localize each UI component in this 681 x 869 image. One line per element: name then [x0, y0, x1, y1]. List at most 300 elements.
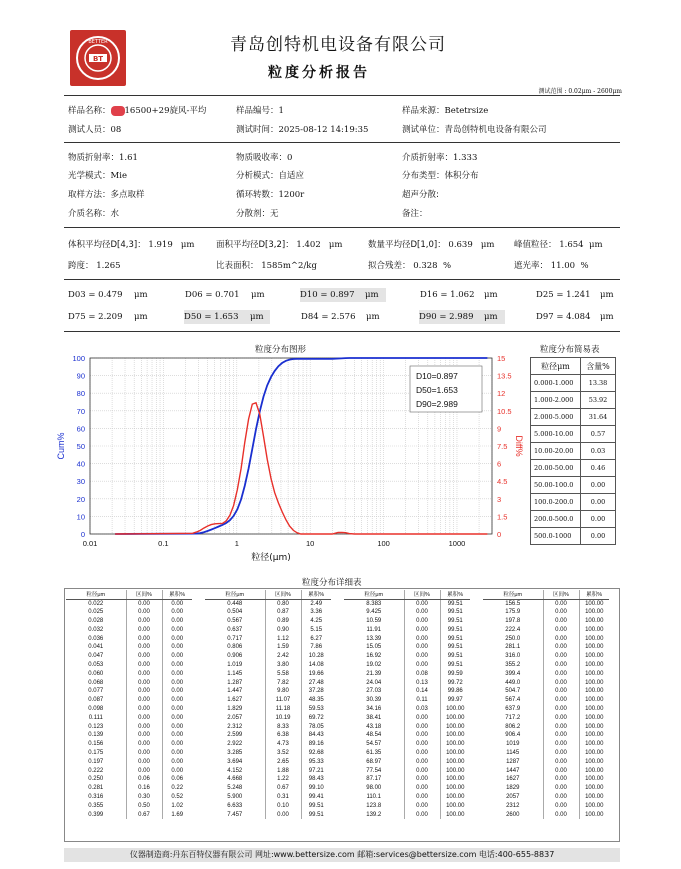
- detail-cell: 175.9: [505, 609, 521, 616]
- detail-cell: 5.900: [227, 794, 243, 801]
- detail-cell: 0.00: [162, 731, 192, 740]
- detail-cell: 1.145: [227, 670, 243, 677]
- detail-cell: 68.97: [366, 758, 382, 765]
- detail-cell: 0.00: [404, 617, 440, 626]
- detail-cell: 2.922: [227, 741, 243, 748]
- detail-cell: 77.54: [366, 767, 382, 774]
- detail-header: 累积%: [301, 590, 331, 599]
- size-range: 20.00-50.00: [531, 460, 581, 477]
- detail-cell: 0.00: [162, 670, 192, 679]
- detail-header: 粒径μm: [205, 590, 265, 599]
- detail-cell: 0.197: [88, 758, 104, 765]
- detail-cell: 806.2: [505, 723, 521, 730]
- detail-cell: 0.13: [404, 679, 440, 688]
- detail-cell: 0.00: [404, 714, 440, 723]
- detail-cell: 99.51: [440, 608, 470, 617]
- y-tick-label: 80: [76, 389, 85, 399]
- detail-cell: 1.12: [265, 635, 301, 644]
- detail-cell: 1.88: [265, 767, 301, 776]
- detail-cell: 100.00: [579, 617, 609, 626]
- detail-cell: 717.2: [505, 714, 521, 721]
- detail-cell: 0.637: [227, 626, 243, 633]
- content-pct: 0.00: [581, 494, 616, 511]
- table-row: [531, 494, 616, 511]
- table-row: [344, 767, 470, 776]
- size-range: 50.00-100.0: [531, 477, 581, 494]
- detail-table-title: 粒度分布详细表: [302, 578, 362, 588]
- detail-cell: 84.43: [301, 731, 331, 740]
- detail-cell: 0.00: [543, 793, 579, 802]
- table-row: [531, 409, 616, 426]
- table-row: [344, 608, 470, 617]
- y2-tick-label: 12: [497, 389, 506, 399]
- company-logo: [70, 30, 126, 86]
- detail-cell: 0.00: [126, 714, 162, 723]
- detail-cell: 0.053: [88, 662, 104, 669]
- detail-cell: 0.00: [162, 696, 192, 705]
- detail-cell: 0.00: [162, 687, 192, 696]
- detail-cell: 6.27: [301, 635, 331, 644]
- detail-cell: 156.5: [505, 600, 521, 607]
- detail-cell: 1287: [506, 758, 520, 765]
- detail-cell: 110.1: [366, 794, 382, 801]
- detail-cell: 4.25: [301, 617, 331, 626]
- table-row: [205, 705, 331, 714]
- detail-cell: 99.51: [440, 635, 470, 644]
- detail-cell: 0.00: [126, 661, 162, 670]
- detail-table-group: [344, 590, 470, 819]
- detail-cell: 355.2: [505, 662, 521, 669]
- size-range: 500.0-1000: [531, 528, 581, 545]
- detail-cell: 38.41: [366, 714, 382, 721]
- detail-cell: 0.00: [404, 643, 440, 652]
- detail-cell: 99.51: [440, 643, 470, 652]
- detail-cell: 14.08: [301, 661, 331, 670]
- detail-cell: 0.175: [88, 750, 104, 757]
- table-row: [344, 714, 470, 723]
- detail-cell: 10.28: [301, 652, 331, 661]
- detail-cell: 0.89: [265, 617, 301, 626]
- detail-cell: 0.00: [126, 749, 162, 758]
- table-row: [531, 460, 616, 477]
- detail-cell: 10.19: [265, 714, 301, 723]
- detail-cell: 449.0: [505, 679, 521, 686]
- simple-table-title: 粒度分布简易表: [540, 345, 600, 355]
- detail-cell: 0.00: [126, 652, 162, 661]
- detail-cell: 0.06: [126, 775, 162, 784]
- table-row: [344, 740, 470, 749]
- detail-cell: 0.30: [126, 793, 162, 802]
- detail-cell: 100.00: [579, 758, 609, 767]
- detail-cell: 100.00: [579, 661, 609, 670]
- table-row: [66, 758, 192, 767]
- detail-cell: 0.123: [88, 723, 104, 730]
- y2-tick-label: 15: [497, 354, 506, 363]
- detail-cell: 6.633: [227, 802, 243, 809]
- table-row: [66, 661, 192, 670]
- detail-cell: 0.00: [404, 775, 440, 784]
- table-row: [66, 740, 192, 749]
- simple-table: [530, 357, 616, 545]
- detail-cell: 0.00: [126, 696, 162, 705]
- detail-table-group: [483, 590, 609, 819]
- detail-cell: 99.51: [440, 626, 470, 635]
- detail-cell: 0.16: [126, 784, 162, 793]
- detail-cell: 0.14: [404, 687, 440, 696]
- detail-cell: 9.80: [265, 687, 301, 696]
- detail-cell: 0.068: [88, 679, 104, 686]
- y-tick-label: 10: [76, 512, 85, 522]
- detail-cell: 0.00: [543, 652, 579, 661]
- detail-cell: 19.66: [301, 670, 331, 679]
- y2-tick-label: 0: [497, 530, 502, 539]
- table-row: [66, 635, 192, 644]
- table-row: [344, 784, 470, 793]
- detail-cell: 0.00: [162, 723, 192, 732]
- y-tick-label: 20: [76, 494, 85, 504]
- detail-cell: 0.00: [543, 811, 579, 820]
- detail-cell: 1447: [506, 767, 520, 774]
- table-row: [344, 749, 470, 758]
- detail-cell: 2.312: [227, 723, 243, 730]
- detail-cell: 7.457: [227, 811, 243, 818]
- table-row: [483, 775, 609, 784]
- y-tick-label: 100: [72, 354, 85, 363]
- detail-cell: 0.11: [404, 696, 440, 705]
- content-pct: 0.57: [581, 426, 616, 443]
- detail-cell: 87.17: [366, 776, 382, 783]
- detail-cell: 1.59: [265, 643, 301, 652]
- detail-cell: 19.02: [366, 662, 382, 669]
- table-row: [66, 705, 192, 714]
- table-row: [66, 652, 192, 661]
- table-row: [66, 679, 192, 688]
- detail-cell: 0.00: [543, 775, 579, 784]
- detail-cell: 0.00: [126, 767, 162, 776]
- y-tick-label: 40: [76, 459, 85, 469]
- detail-cell: 0.806: [227, 644, 243, 651]
- table-row: [344, 775, 470, 784]
- table-row: [205, 661, 331, 670]
- detail-cell: 2057: [506, 794, 520, 801]
- detail-cell: 0.00: [126, 740, 162, 749]
- detail-cell: 61.35: [366, 750, 382, 757]
- table-row: [205, 784, 331, 793]
- detail-cell: 0.00: [543, 731, 579, 740]
- detail-cell: 99.51: [440, 652, 470, 661]
- detail-cell: 222.4: [505, 626, 521, 633]
- table-row: [205, 626, 331, 635]
- detail-cell: 0.00: [543, 714, 579, 723]
- detail-cell: 3.52: [265, 749, 301, 758]
- detail-cell: 98.00: [366, 785, 382, 792]
- detail-cell: 100.00: [440, 811, 470, 820]
- detail-cell: 11.18: [265, 705, 301, 714]
- detail-cell: 0.032: [88, 626, 104, 633]
- detail-cell: 0.67: [265, 784, 301, 793]
- y2-tick-label: 3: [497, 494, 502, 504]
- x-tick-label: 1: [234, 539, 239, 548]
- detail-cell: 100.00: [440, 714, 470, 723]
- table-row: [66, 784, 192, 793]
- detail-header: 区间%: [404, 590, 440, 599]
- detail-cell: 2.599: [227, 732, 243, 739]
- y-tick-label: 0: [80, 530, 85, 539]
- detail-cell: 0.00: [543, 749, 579, 758]
- detail-cell: 3.36: [301, 608, 331, 617]
- table-row: [66, 643, 192, 652]
- detail-cell: 95.33: [301, 758, 331, 767]
- detail-cell: 250.0: [505, 635, 521, 642]
- detail-cell: 10.59: [366, 618, 382, 625]
- detail-cell: 0.00: [404, 793, 440, 802]
- detail-cell: 34.16: [366, 706, 382, 713]
- table-row: [344, 626, 470, 635]
- detail-cell: 0.504: [227, 609, 243, 616]
- detail-cell: 0.00: [404, 758, 440, 767]
- detail-cell: 100.00: [579, 652, 609, 661]
- detail-table-group: [66, 590, 192, 819]
- detail-cell: 0.00: [162, 767, 192, 776]
- detail-cell: 4.668: [227, 776, 243, 783]
- detail-cell: 5.58: [265, 670, 301, 679]
- detail-cell: 0.00: [162, 679, 192, 688]
- table-row: [205, 775, 331, 784]
- company-name: 青岛创特机电设备有限公司: [230, 35, 446, 55]
- divider: [64, 331, 620, 332]
- divider: [64, 95, 620, 96]
- detail-cell: 0.00: [162, 652, 192, 661]
- detail-cell: 13.39: [366, 635, 382, 642]
- detail-cell: 0.06: [162, 775, 192, 784]
- divider: [64, 142, 620, 143]
- detail-cell: 0.028: [88, 618, 104, 625]
- content-pct: 0.03: [581, 443, 616, 460]
- detail-cell: 0.00: [543, 617, 579, 626]
- detail-cell: 0.567: [227, 618, 243, 625]
- col-size: 粒径μm: [531, 358, 581, 375]
- detail-cell: 0.00: [404, 608, 440, 617]
- detail-header: 累积%: [579, 590, 609, 599]
- table-row: [205, 758, 331, 767]
- table-row: [483, 679, 609, 688]
- report-title: 粒度分析报告: [268, 65, 370, 81]
- y2-tick-label: 10.5: [497, 406, 512, 416]
- table-row: [205, 635, 331, 644]
- svg-text:BETTER: BETTER: [88, 39, 108, 45]
- table-row: [483, 758, 609, 767]
- detail-cell: 7.86: [301, 643, 331, 652]
- detail-cell: 2.49: [301, 599, 331, 608]
- svg-text:BT: BT: [92, 55, 104, 63]
- table-row: [483, 705, 609, 714]
- detail-cell: 0.00: [543, 679, 579, 688]
- detail-cell: 0.906: [227, 653, 243, 660]
- detail-cell: 906.4: [505, 732, 521, 739]
- detail-cell: 0.060: [88, 670, 104, 677]
- content-pct: 0.00: [581, 528, 616, 545]
- detail-cell: 8.33: [265, 723, 301, 732]
- detail-cell: 0.355: [88, 802, 104, 809]
- table-row: [483, 811, 609, 820]
- table-row: [531, 511, 616, 528]
- detail-cell: 0.00: [162, 661, 192, 670]
- table-row: [483, 784, 609, 793]
- detail-cell: 16.92: [366, 653, 382, 660]
- detail-cell: 100.00: [440, 784, 470, 793]
- table-row: [483, 652, 609, 661]
- table-row: [205, 731, 331, 740]
- annotation-text: D90=2.989: [416, 399, 458, 409]
- y-tick-label: 90: [76, 371, 85, 381]
- content-pct: 0.00: [581, 511, 616, 528]
- detail-cell: 15.05: [366, 644, 382, 651]
- table-row: [205, 696, 331, 705]
- y2-tick-label: 1.5: [497, 512, 508, 522]
- test-range: 测试范围 : 0.02μm - 2600μm: [538, 88, 622, 95]
- detail-cell: 1.627: [227, 697, 243, 704]
- content-pct: 13.38: [581, 375, 616, 392]
- detail-cell: 100.00: [440, 767, 470, 776]
- content-pct: 53.92: [581, 392, 616, 409]
- detail-cell: 637.9: [505, 706, 521, 713]
- detail-cell: 0.00: [126, 731, 162, 740]
- detail-cell: 27.03: [366, 688, 382, 695]
- table-row: [205, 608, 331, 617]
- detail-cell: 100.00: [440, 749, 470, 758]
- detail-cell: 2600: [506, 811, 520, 818]
- detail-cell: 1.447: [227, 688, 243, 695]
- size-range: 100.0-200.0: [531, 494, 581, 511]
- detail-cell: 3.285: [227, 750, 243, 757]
- table-row: [344, 705, 470, 714]
- detail-cell: 0.00: [126, 599, 162, 608]
- table-row: [483, 749, 609, 758]
- detail-cell: 0.00: [126, 723, 162, 732]
- detail-cell: 2312: [506, 802, 520, 809]
- detail-cell: 0.00: [162, 599, 192, 608]
- detail-header: 区间%: [543, 590, 579, 599]
- table-row: [531, 443, 616, 460]
- divider: [64, 279, 620, 280]
- detail-cell: 6.38: [265, 731, 301, 740]
- table-row: [205, 687, 331, 696]
- detail-cell: 0.098: [88, 706, 104, 713]
- table-row: [344, 643, 470, 652]
- table-row: [205, 670, 331, 679]
- detail-cell: 1.69: [162, 811, 192, 820]
- table-row: [483, 731, 609, 740]
- detail-cell: 399.4: [505, 670, 521, 677]
- detail-cell: 99.51: [440, 599, 470, 608]
- detail-cell: 48.35: [301, 696, 331, 705]
- detail-cell: 8.383: [366, 600, 382, 607]
- detail-cell: 0.250: [88, 776, 104, 783]
- table-row: [205, 767, 331, 776]
- table-row: [344, 670, 470, 679]
- series-diff-line: [115, 403, 487, 534]
- detail-cell: 0.00: [404, 731, 440, 740]
- detail-cell: 0.00: [126, 617, 162, 626]
- detail-cell: 0.036: [88, 635, 104, 642]
- table-row: [531, 426, 616, 443]
- detail-cell: 0.281: [88, 785, 104, 792]
- content-pct: 0.46: [581, 460, 616, 477]
- table-row: [344, 811, 470, 820]
- detail-cell: 99.51: [301, 811, 331, 820]
- y2-tick-label: 4.5: [497, 477, 508, 487]
- table-row: [205, 723, 331, 732]
- table-row: [483, 608, 609, 617]
- detail-cell: 281.1: [505, 644, 521, 651]
- size-range: 10.00-20.00: [531, 443, 581, 460]
- detail-cell: 567.4: [505, 697, 521, 704]
- detail-cell: 100.00: [579, 626, 609, 635]
- table-row: [344, 687, 470, 696]
- detail-cell: 99.72: [440, 679, 470, 688]
- table-row: [344, 635, 470, 644]
- table-row: [205, 811, 331, 820]
- detail-cell: 100.00: [579, 687, 609, 696]
- detail-header: 累积%: [162, 590, 192, 599]
- detail-cell: 0.00: [265, 811, 301, 820]
- sample-no: 1: [278, 106, 284, 116]
- table-row: [483, 635, 609, 644]
- detail-table-group: [205, 590, 331, 819]
- detail-cell: 0.222: [88, 767, 104, 774]
- detail-cell: 100.00: [579, 802, 609, 811]
- detail-cell: 0.00: [162, 608, 192, 617]
- detail-cell: 100.00: [579, 811, 609, 820]
- detail-cell: 0.00: [404, 661, 440, 670]
- detail-cell: 98.43: [301, 775, 331, 784]
- detail-cell: 0.00: [404, 749, 440, 758]
- detail-cell: 0.00: [162, 758, 192, 767]
- detail-cell: 100.00: [579, 643, 609, 652]
- table-row: [483, 626, 609, 635]
- detail-cell: 100.00: [579, 749, 609, 758]
- detail-cell: 0.156: [88, 741, 104, 748]
- table-row: [531, 528, 616, 545]
- detail-cell: 7.82: [265, 679, 301, 688]
- x-axis-label: 粒径(μm): [251, 553, 291, 563]
- table-row: [344, 661, 470, 670]
- table-row: [344, 696, 470, 705]
- table-row: [483, 802, 609, 811]
- detail-cell: 0.077: [88, 688, 104, 695]
- detail-header: 区间%: [126, 590, 162, 599]
- detail-cell: 1.02: [162, 802, 192, 811]
- detail-cell: 0.00: [162, 617, 192, 626]
- content-pct: 0.00: [581, 477, 616, 494]
- detail-cell: 0.00: [543, 696, 579, 705]
- table-row: [344, 617, 470, 626]
- table-row: [66, 626, 192, 635]
- detail-cell: 0.87: [265, 608, 301, 617]
- detail-cell: 0.50: [126, 802, 162, 811]
- table-row: [483, 661, 609, 670]
- detail-cell: 0.00: [543, 740, 579, 749]
- table-row: [66, 723, 192, 732]
- detail-cell: 0.00: [404, 767, 440, 776]
- detail-header: 粒径μm: [66, 590, 126, 599]
- size-range: 5.000-10.00: [531, 426, 581, 443]
- detail-header: 区间%: [265, 590, 301, 599]
- detail-cell: 0.03: [404, 705, 440, 714]
- detail-cell: 99.97: [440, 696, 470, 705]
- table-row: [205, 652, 331, 661]
- table-row: [483, 617, 609, 626]
